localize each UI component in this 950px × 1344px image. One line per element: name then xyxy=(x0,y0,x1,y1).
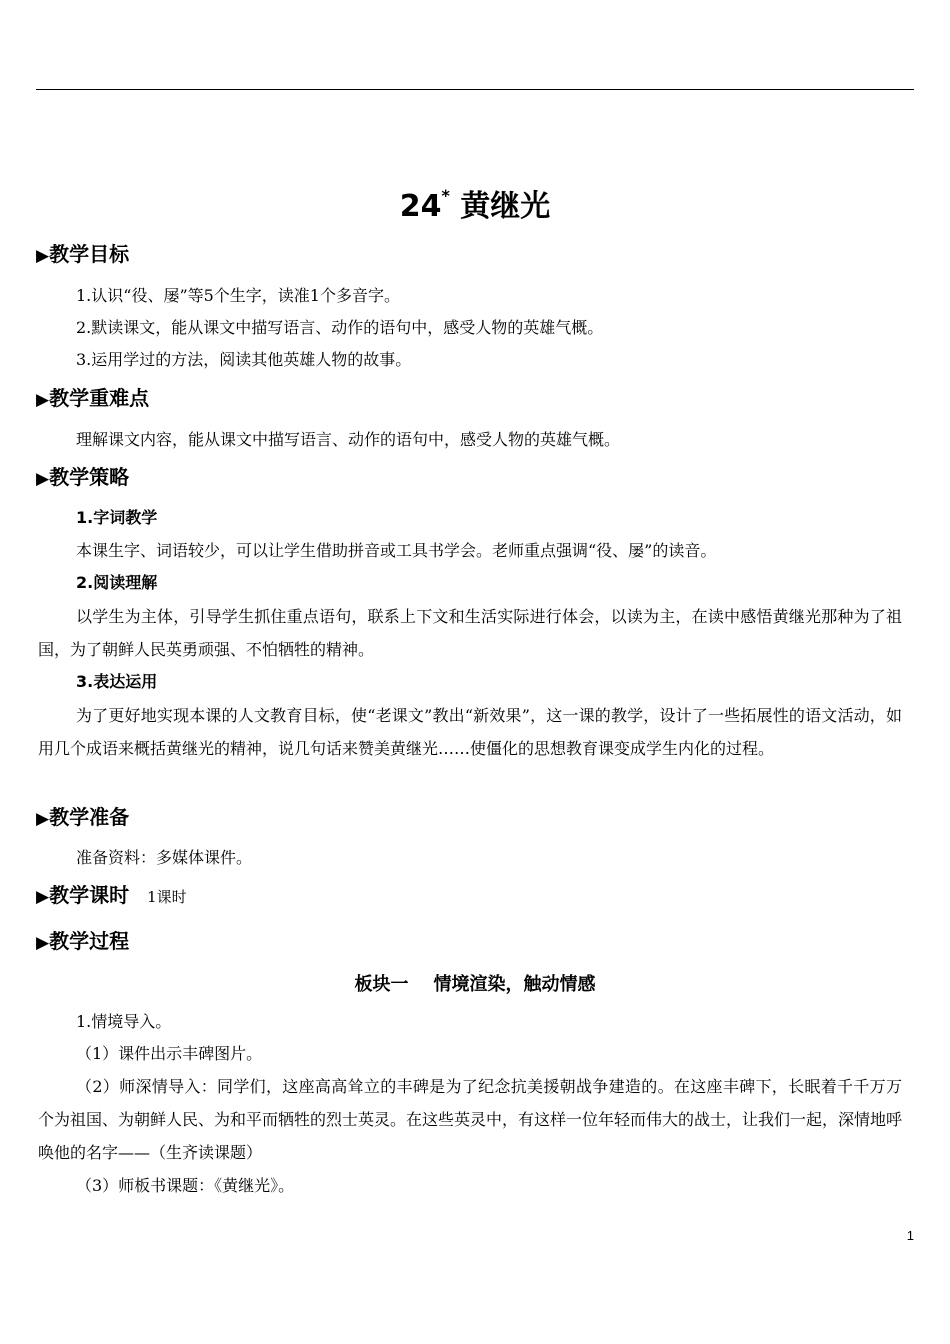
lesson-name: 黄继光 xyxy=(460,189,551,224)
strategy-sub-1: 1.字词教学 xyxy=(76,508,158,527)
strategy-text-2: 以学生为主体，引导学生抓住重点语句，联系上下文和生活实际进行体会，以读为主，在读中感悟黄继光那种为了祖国，为了朝鲜人民英勇顽强、不怕牺牲的精神。 xyxy=(38,607,902,659)
heading-process-label: 教学过程 xyxy=(49,929,130,953)
heading-hours-label: 教学课时 xyxy=(49,883,130,907)
key-points-text: 理解课文内容，能从课文中描写语言、动作的语句中，感受人物的英雄气概。 xyxy=(76,430,621,449)
block-title: 板块一 情境渲染，触动情感 xyxy=(354,974,596,995)
triangle-bullet-icon: ▶ xyxy=(36,246,50,266)
heading-preparation xyxy=(36,803,129,833)
header-rule xyxy=(36,89,914,90)
heading-preparation-label: 教学准备 xyxy=(49,805,130,829)
triangle-bullet-icon: ▶ xyxy=(36,469,50,489)
preparation-text: 准备资料：多媒体课件。 xyxy=(76,848,253,867)
heading-strategy xyxy=(36,463,129,493)
process-step-1: 1.情境导入。 xyxy=(76,1012,172,1031)
strategy-text-3: 为了更好地实现本课的人文教育目标，使“老课文”教出“新效果”，这一课的教学，设计了一些拓展性的语文活动，如用几个成语来概括黄继光的精神，说几句话来赞美黄继光……使僵化的思想教育课变成学生内化的过程。 xyxy=(38,706,902,758)
heading-goals-label: 教学目标 xyxy=(49,242,130,266)
strategy-sub-3: 3.表达运用 xyxy=(76,672,158,691)
heading-process xyxy=(36,927,129,957)
lesson-mark: * xyxy=(441,186,450,205)
heading-key-points-label: 教学重难点 xyxy=(49,386,150,410)
process-sub-2: （2）师深情导入：同学们，这座高高耸立的丰碑是为了纪念抗美援朝战争建造的。在这座丰碑下，长眠着千千万万个为祖国、为朝鲜人民、为和平而牺牲的烈士英灵。在这些英灵中，有这样一位年轻而伟大的战士，让我们一起，深情地呼唤他的名字——（生齐读课题） xyxy=(38,1077,903,1162)
heading-hours xyxy=(36,881,187,911)
triangle-bullet-icon: ▶ xyxy=(36,390,50,410)
hours-value: 1课时 xyxy=(147,888,187,906)
lesson-number: 24 xyxy=(399,189,442,224)
triangle-bullet-icon: ▶ xyxy=(36,809,50,829)
lesson-title xyxy=(0,180,950,227)
strategy-sub-2: 2.阅读理解 xyxy=(76,573,158,592)
goal-item-3: 3.运用学过的方法，阅读其他英雄人物的故事。 xyxy=(76,350,412,369)
page-number: 1 xyxy=(906,1228,914,1243)
triangle-bullet-icon: ▶ xyxy=(36,933,50,953)
process-sub-3: （3）师板书课题：《黄继光》。 xyxy=(76,1176,295,1195)
heading-strategy-label: 教学策略 xyxy=(49,465,130,489)
triangle-bullet-icon: ▶ xyxy=(36,887,50,907)
strategy-text-1: 本课生字、词语较少，可以让学生借助拼音或工具书学会。老师重点强调“役、屡”的读音。 xyxy=(76,541,717,560)
goal-item-1: 1.认识“役、屡”等5个生字，读准1个多音字。 xyxy=(76,286,400,305)
goal-item-2: 2.默读课文，能从课文中描写语言、动作的语句中，感受人物的英雄气概。 xyxy=(76,318,604,337)
heading-goals xyxy=(36,240,129,270)
heading-key-points xyxy=(36,384,149,414)
process-sub-1: （1）课件出示丰碑图片。 xyxy=(76,1044,263,1063)
